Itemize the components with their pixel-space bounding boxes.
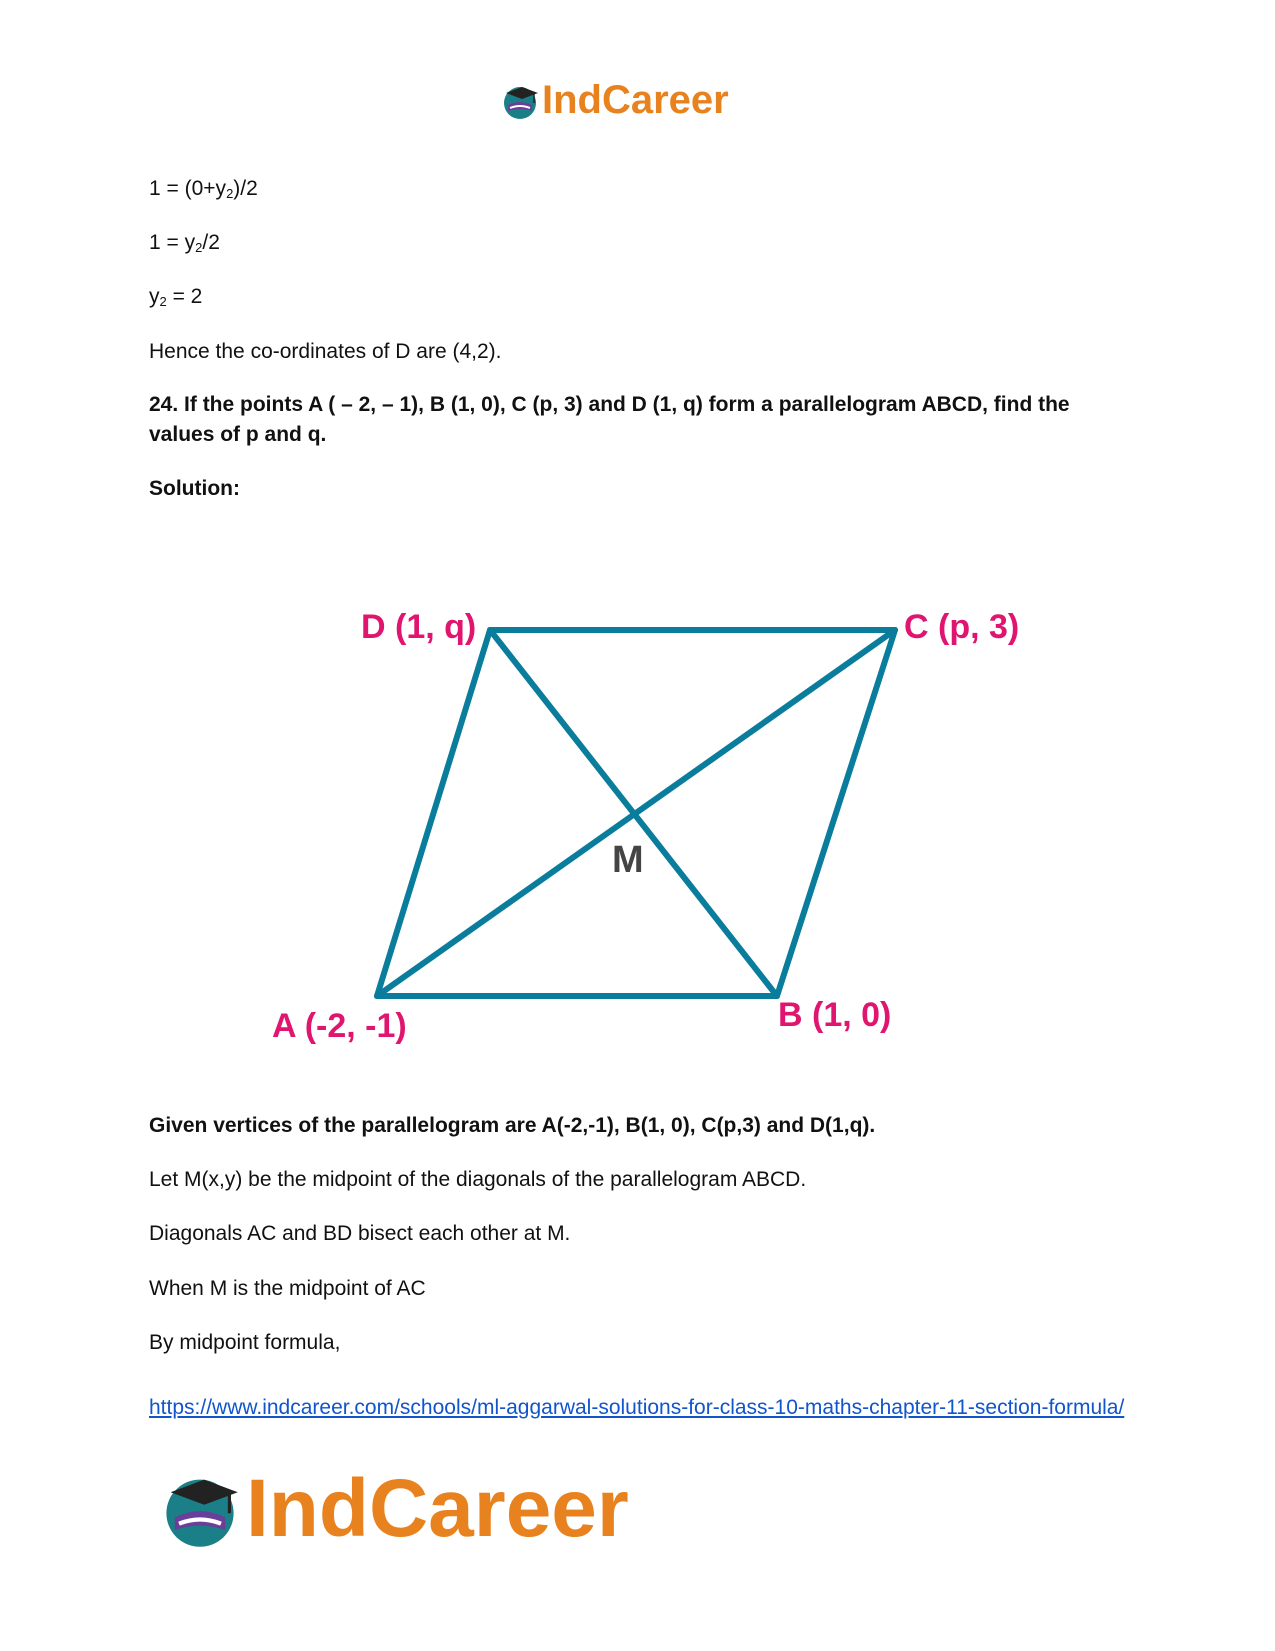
indcareer-logo-bottom <box>158 1462 629 1556</box>
label-vertex-b: B (1, 0) <box>778 996 892 1034</box>
logo-text: IndCareer <box>246 1463 629 1554</box>
label-vertex-a: A (-2, -1) <box>272 1007 407 1045</box>
midpoint-formula-text: By midpoint formula, <box>149 1331 341 1354</box>
given-vertices-text: Given vertices of the parallelogram are A(-2,-1), B(1, 0), C(p,3) and D(1,q). <box>149 1114 876 1137</box>
midpoint-definition-text: Let M(x,y) be the midpoint of the diagonals of the parallelogram ABCD. <box>149 1168 807 1191</box>
label-vertex-d: D (1, q) <box>361 608 477 646</box>
question-24: 24. If the points A ( – 2, – 1), B (1, 0), C (p, 3) and D (1, q) form a parallelogram ABCD, find the values of p and q. <box>149 393 1070 446</box>
diagonal-ac <box>377 630 895 996</box>
graduation-cap-globe-icon <box>158 1467 242 1551</box>
equation-line-1: $1 = (0+y_2)/2$ <box>149 177 258 201</box>
side-bc <box>777 630 895 996</box>
label-vertex-c: C (p, 3) <box>904 608 1020 646</box>
logo-text: IndCareer <box>542 78 729 122</box>
bisect-text: Diagonals AC and BD bisect each other at M. <box>149 1222 571 1245</box>
equation-line-2: $1 = y_2/2$ <box>149 231 220 255</box>
indcareer-logo-top <box>500 78 729 123</box>
label-midpoint-m: M <box>612 839 644 881</box>
source-link[interactable]: https://www.indcareer.com/schools/ml-aggarwal-solutions-for-class-10-maths-chapter-11-section-formula/ <box>149 1396 1125 1419</box>
equation-line-3: $y_2 = 2$ <box>149 285 203 309</box>
side-da <box>377 630 490 996</box>
midpoint-ac-text: When M is the midpoint of AC <box>149 1277 426 1300</box>
solution-label: Solution: <box>149 477 240 500</box>
graduation-cap-globe-icon <box>500 81 540 121</box>
conclusion-text: Hence the co-ordinates of D are (4,2). <box>149 340 502 363</box>
diagonal-bd <box>490 630 777 996</box>
